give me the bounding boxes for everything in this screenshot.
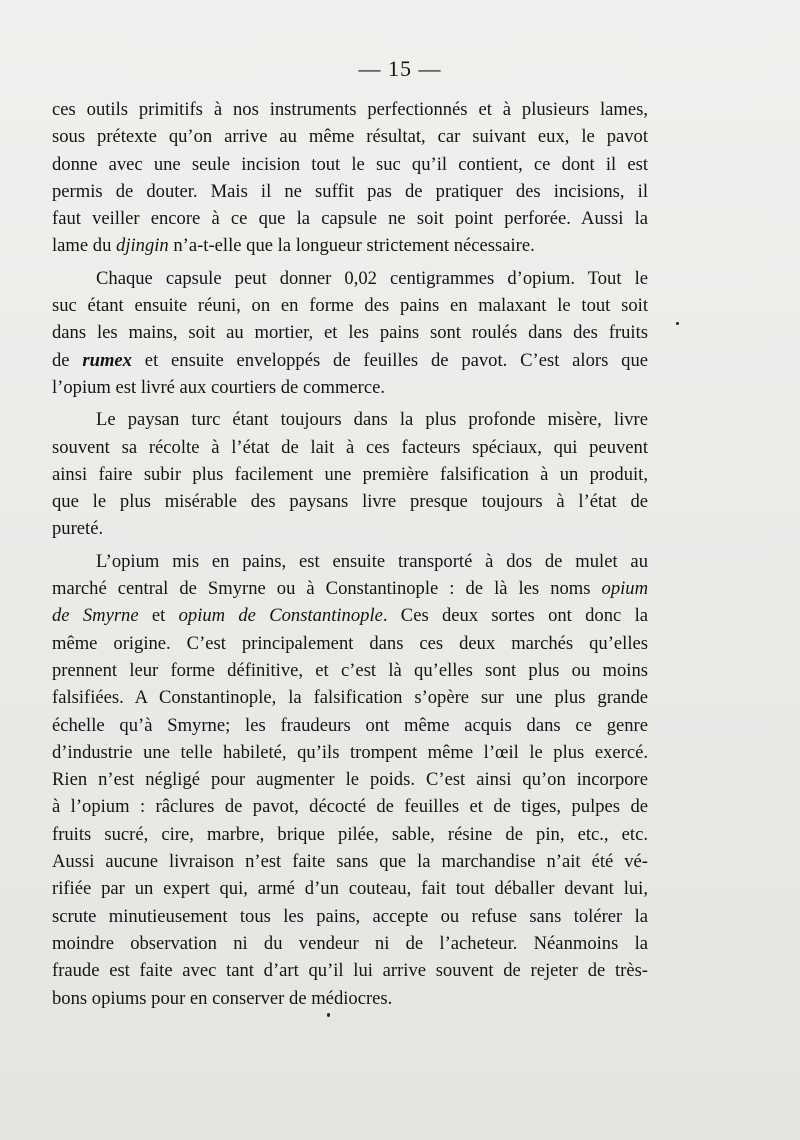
text-run: . Ces deux sortes ont donc la	[382, 605, 648, 627]
text-line	[52, 875, 648, 902]
text-run: Rien n’est négligé pour augmenter le poids. C’est ainsi qu’on incorpore	[52, 769, 648, 791]
text-line	[52, 232, 648, 259]
text-run: dans les mains, soit au mortier, et les pains sont roulés dans des fruits	[52, 322, 648, 344]
text-run: falsifiées. A Constantinople, la falsification s’opère sur une plus grande	[52, 687, 648, 709]
text-run: bons opiums pour en conserver de médiocres.	[52, 987, 393, 1009]
paragraph	[52, 265, 648, 401]
text-line	[52, 123, 648, 150]
text-line	[52, 151, 648, 178]
text-run: moindre observation ni du vendeur ni de l’acheteur. Néanmoins la	[52, 932, 648, 954]
text-run: de	[52, 349, 83, 371]
italic-term: rumex	[82, 349, 132, 371]
text-run: marché central de Smyrne ou à Constantinople : de là les noms	[52, 578, 602, 600]
text-line	[52, 903, 648, 930]
text-run: fraude est faite avec tant d’art qu’il lui arrive souvent de rejeter de très-	[52, 960, 648, 982]
text-line	[52, 766, 648, 793]
text-run: pureté.	[52, 518, 104, 540]
italic-term: de Smyrne	[52, 605, 139, 627]
paragraph	[52, 406, 648, 542]
text-run: et ensuite enveloppés de feuilles de pavot. C’est alors que	[131, 349, 648, 371]
text-run: Chaque capsule peut donner 0,02 centigrammes d’opium. Tout le	[96, 267, 648, 289]
text-run: Aussi aucune livraison n’est faite sans que la marchandise n’ait été vé-	[52, 851, 648, 873]
text-line	[52, 793, 648, 820]
text-line	[52, 602, 648, 629]
text-line	[52, 265, 648, 292]
text-run: à l’opium : râclures de pavot, décocté de feuilles et de tiges, pulpes de	[52, 796, 648, 818]
text-run: scrute minutieusement tous les pains, accepte ou refuse sans tolérer la	[52, 905, 648, 927]
text-run: échelle qu’à Smyrne; les fraudeurs ont même acquis dans ce genre	[52, 714, 648, 736]
text-line	[52, 406, 648, 433]
italic-term: opium de Constantinople	[178, 605, 383, 627]
text-run: prennent leur forme définitive, et c’est là qu’elles sont plus ou moins	[52, 659, 648, 681]
text-run: que le plus misérable des paysans livre presque toujours à l’état de	[52, 491, 648, 513]
text-run: lame du	[52, 235, 117, 257]
text-run: même origine. C’est principalement dans ces deux marchés qu’elles	[52, 632, 648, 654]
text-line	[52, 930, 648, 957]
text-run: rifiée par un expert qui, armé d’un couteau, fait tout déballer devant lui,	[52, 878, 648, 900]
text-line	[52, 848, 648, 875]
text-run: souvent sa récolte à l’état de lait à ces facteurs spéciaux, qui peuvent	[52, 436, 648, 458]
text-run: donne avec une seule incision tout le suc qu’il contient, ce dont il est	[52, 153, 648, 175]
text-line	[52, 178, 648, 205]
text-line	[52, 739, 648, 766]
text-run: et	[138, 605, 179, 627]
italic-term: djingin	[116, 235, 169, 257]
paragraph	[52, 548, 648, 1012]
italic-term: opium	[601, 578, 648, 600]
text-run: ainsi faire subir plus facilement une première falsification à un produit,	[52, 463, 648, 485]
text-line	[52, 712, 648, 739]
text-line	[52, 434, 648, 461]
text-line	[52, 205, 648, 232]
paragraph	[52, 96, 648, 260]
text-run: n’a-t-elle que la longueur strictement nécessaire.	[168, 235, 535, 257]
text-run: faut veiller encore à ce que la capsule ne soit point perforée. Aussi la	[52, 208, 648, 230]
body-text	[52, 96, 648, 1012]
text-line	[52, 957, 648, 984]
text-run: fruits sucré, cire, marbre, brique pilée, sable, résine de pin, etc., etc.	[52, 823, 648, 845]
text-line	[52, 548, 648, 575]
page-number: — 15 —	[358, 56, 442, 81]
text-run: suc étant ensuite réuni, on en forme des pains en malaxant le tout soit	[52, 295, 648, 317]
text-line	[52, 985, 648, 1012]
text-run: ces outils primitifs à nos instruments perfectionnés et à plusieurs lames,	[52, 99, 648, 120]
text-run: d’industrie une telle habileté, qu’ils trompent même l’œil le plus exercé.	[52, 741, 648, 763]
text-line	[52, 96, 648, 123]
text-run: sous prétexte qu’on arrive au même résultat, car suivant eux, le pavot	[52, 126, 648, 148]
text-line	[52, 515, 648, 542]
text-line	[52, 657, 648, 684]
text-line	[52, 319, 648, 346]
text-line	[52, 630, 648, 657]
text-line	[52, 347, 648, 374]
scan-speck	[676, 322, 679, 325]
text-line	[52, 292, 648, 319]
text-line	[52, 374, 648, 401]
text-run: l’opium est livré aux courtiers de commerce.	[52, 376, 386, 398]
text-run: permis de douter. Mais il ne suffit pas de pratiquer des incisions, il	[52, 180, 648, 202]
text-line	[52, 684, 648, 711]
text-line	[52, 488, 648, 515]
text-line	[52, 575, 648, 602]
text-run: Le paysan turc étant toujours dans la plus profonde misère, livre	[96, 409, 648, 431]
text-line	[52, 821, 648, 848]
text-run: L’opium mis en pains, est ensuite transporté à dos de mulet au	[96, 550, 648, 572]
text-line	[52, 461, 648, 488]
scan-speck	[327, 1013, 330, 1017]
